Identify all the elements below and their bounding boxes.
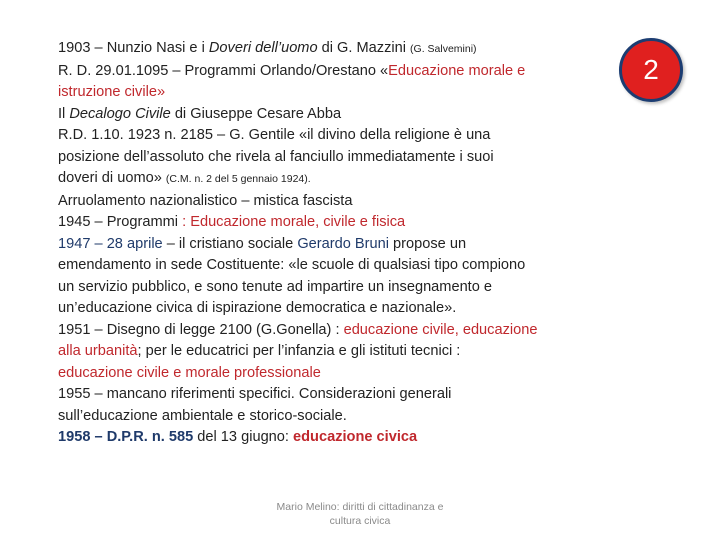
circular-note: (C.M. n. 2 del 5 gennaio 1924). — [165, 173, 311, 185]
slide-number-badge — [619, 38, 683, 102]
text-line-1905 — [58, 61, 603, 83]
footer-line-1: Mario Melino: diritti di cittadinanza e — [276, 501, 444, 513]
slide-number: 2 — [643, 54, 659, 85]
text-segment: un servizio pubblico, e sono tenute ad impartire un insegnamento e — [58, 278, 493, 295]
text-line-1955 — [58, 384, 603, 406]
slide-body — [58, 38, 603, 449]
text-segment: Arruolamento nazionalistico – mistica fascista — [58, 192, 353, 209]
date-1947: 1947 – 28 aprile — [58, 235, 163, 252]
text-line-ambientale — [58, 406, 603, 428]
text-segment: propose un — [389, 235, 467, 252]
book-title-doveri: Doveri dell’uomo — [208, 40, 318, 56]
text-segment: 1945 – Programmi — [58, 214, 183, 230]
text-segment: emendamento in sede Costituente: «le scuole di qualsiasi tipo compiono — [58, 257, 526, 273]
text-line-educazione-civica — [58, 298, 603, 320]
name-gerardo-bruni: Gerardo Bruni — [297, 235, 389, 252]
text-line-1947 — [58, 234, 603, 256]
text-segment: doveri di uomo» — [58, 170, 166, 186]
highlight-1951: educazione civile, educazione — [343, 321, 538, 338]
highlight-educazione-morale: Educazione morale e — [388, 62, 526, 79]
text-line-1958 — [58, 427, 603, 449]
book-title-decalogo: Decalogo Civile — [69, 105, 171, 122]
text-segment: di Giuseppe Cesare Abba — [170, 105, 342, 122]
text-segment: posizione dell’assoluto che rivela al fanciullo immediatamente i suoi — [58, 148, 494, 165]
text-line-doveri — [58, 168, 603, 191]
text-segment: sull’educazione ambientale e storico-sociale. — [58, 407, 347, 424]
text-line-emendamento — [58, 255, 603, 277]
highlight-professionale: educazione civile e morale professionale — [58, 364, 321, 381]
text-segment: – il cristiano sociale — [162, 235, 298, 252]
text-segment: del 13 giugno: — [193, 429, 294, 445]
text-line-1951 — [58, 320, 603, 342]
highlight-educazione-civica: educazione civica — [293, 429, 418, 445]
highlight-istruzione-civile: istruzione civile» — [58, 84, 166, 100]
text-segment: 1903 – Nunzio Nasi e i — [58, 40, 209, 56]
text-segment: 1951 – Disegno di legge 2100 (G.Gonella) : — [58, 321, 344, 338]
text-line-decalogo — [58, 104, 603, 126]
text-segment: un’educazione civica di ispirazione democratica e nazionale». — [58, 300, 457, 316]
text-segment: 1955 – mancano riferimenti specifici. Considerazioni generali — [58, 386, 452, 402]
text-line-1903 — [58, 38, 603, 61]
text-line-urbanita — [58, 341, 603, 363]
author-note: (G. Salvemini) — [410, 43, 477, 55]
highlight-programmi-1945: : Educazione morale, civile e fisica — [182, 214, 406, 230]
text-line-posizione — [58, 147, 603, 169]
text-segment: R. D. 29.01.1095 – Programmi Orlando/Orestano « — [58, 62, 389, 79]
text-line-arruolamento — [58, 191, 603, 213]
text-line-servizio — [58, 277, 603, 299]
footer — [260, 500, 460, 528]
text-segment: Il — [58, 105, 70, 122]
text-line-professionale — [58, 363, 603, 385]
text-line-1923 — [58, 125, 603, 147]
decree-1958: 1958 – D.P.R. n. 585 — [58, 429, 194, 445]
footer-line-2: cultura civica — [329, 515, 391, 527]
text-line-1945 — [58, 212, 603, 234]
text-segment: ; per le educatrici per l’infanzia e gli istituti tecnici : — [137, 343, 461, 359]
highlight-urbanita: alla urbanità — [58, 343, 138, 359]
text-line-istruzione — [58, 82, 603, 104]
text-segment: R.D. 1.10. 1923 n. 2185 – G. Gentile «il divino della religione è una — [58, 127, 491, 143]
text-segment: di G. Mazzini — [317, 40, 411, 56]
